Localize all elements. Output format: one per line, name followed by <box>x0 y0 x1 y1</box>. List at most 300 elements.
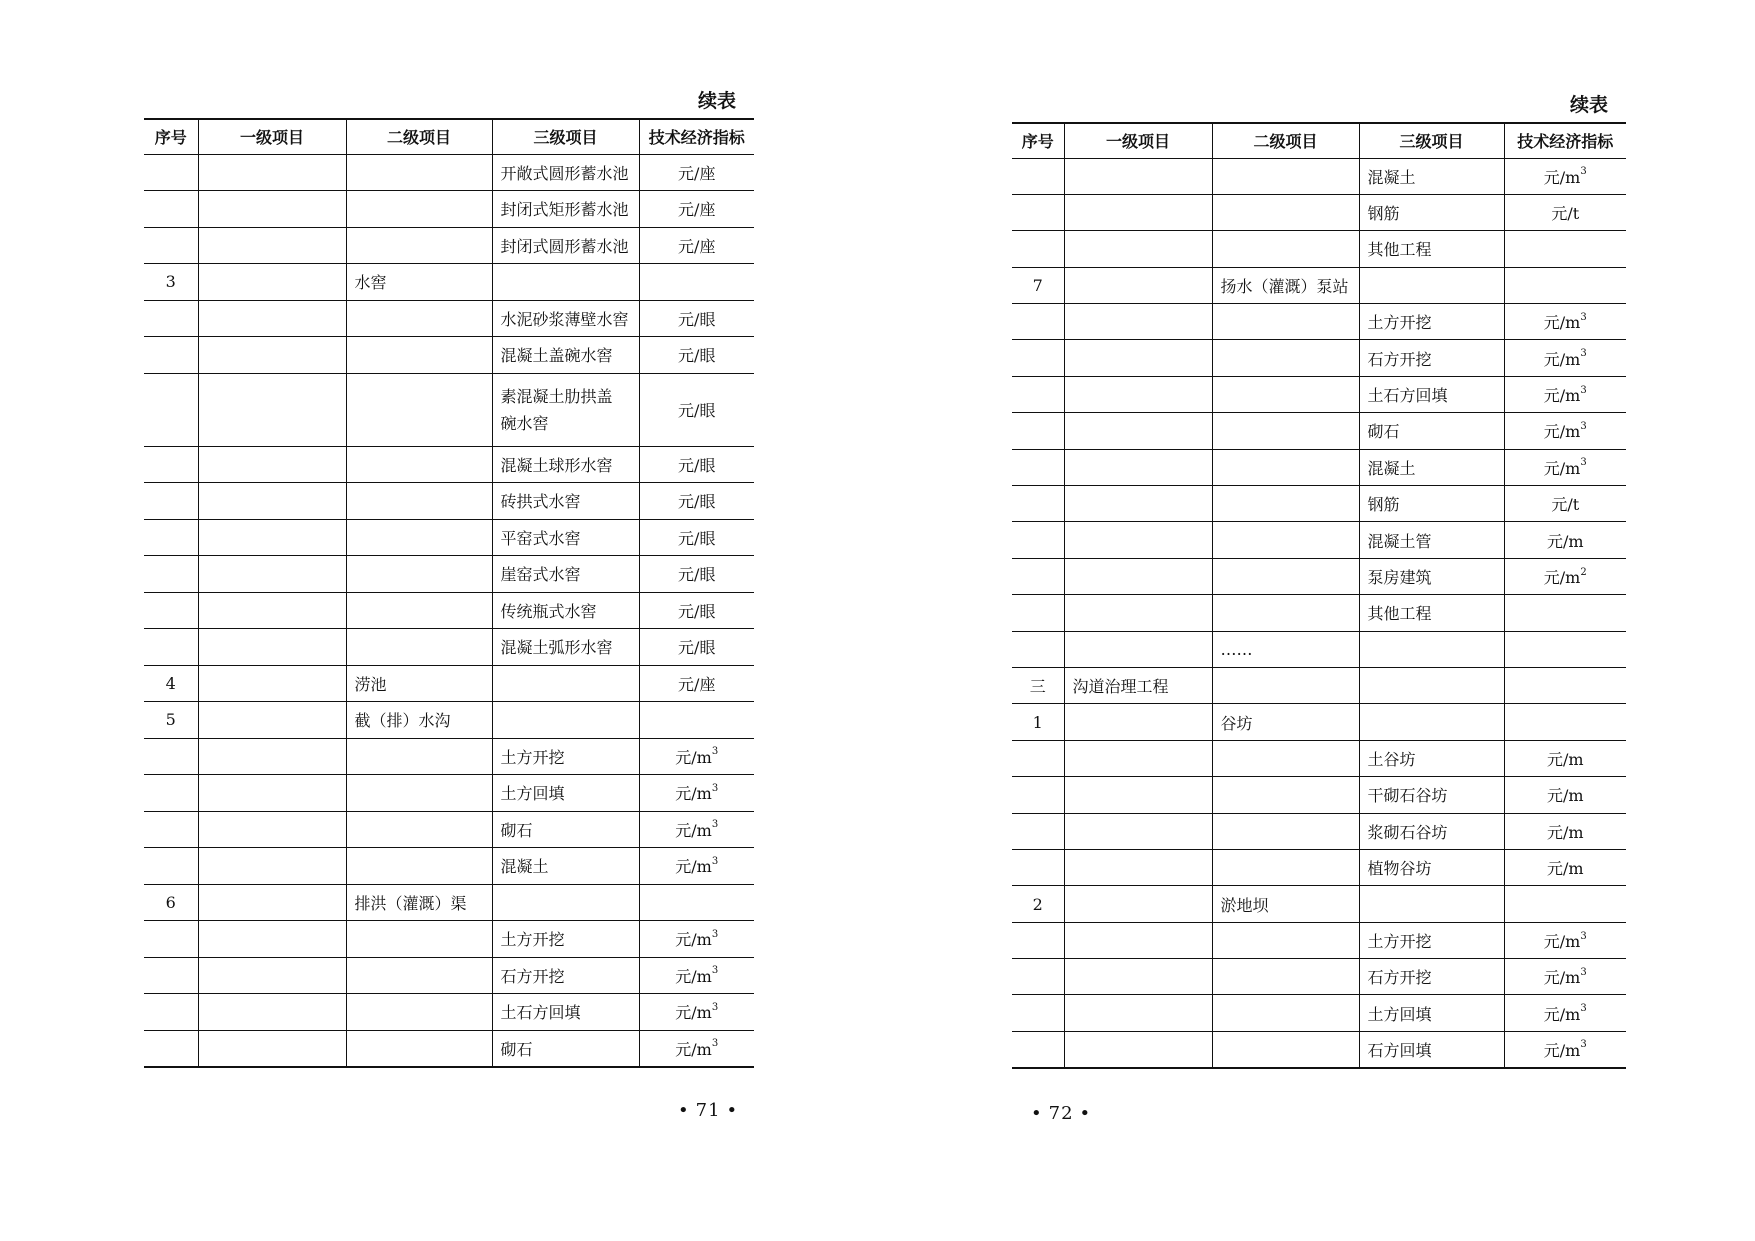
cell-level2-item <box>1212 231 1359 267</box>
cell-level3-item <box>1359 194 1504 230</box>
page-72 <box>1012 92 1626 1069</box>
header-level2-item: 二级项目 <box>1212 123 1359 158</box>
table-row <box>144 811 754 848</box>
cell-level1-item <box>1064 449 1212 485</box>
cell-tech-econ-index-text: 元/眼 <box>678 346 716 366</box>
cell-serial-no <box>144 446 198 483</box>
table-row <box>1012 740 1626 776</box>
table-row <box>144 702 754 739</box>
cell-level1-item <box>198 373 346 446</box>
cell-level3-item <box>492 483 639 520</box>
cell-tech-econ-index <box>1504 704 1626 740</box>
header-serial-no: 序号 <box>144 119 198 154</box>
cell-level2-item <box>346 775 492 812</box>
table-row <box>1012 449 1626 485</box>
cell-tech-econ-index <box>1504 959 1626 995</box>
cell-level2-item <box>1212 158 1359 194</box>
cell-tech-econ-index <box>639 994 754 1031</box>
cell-tech-econ-index <box>1504 1031 1626 1067</box>
cell-level3-item-text: 开敞式圆形蓄水池 <box>500 163 629 183</box>
unit-exponent: 3 <box>1580 348 1587 360</box>
cell-tech-econ-index-text: 元/m <box>675 966 712 986</box>
cell-tech-econ-index-text: 元/m <box>1543 386 1581 406</box>
cell-level2-item <box>1212 995 1359 1031</box>
table-row <box>144 337 754 374</box>
unit-exponent: 3 <box>1580 1039 1587 1051</box>
cell-level3-item <box>492 848 639 885</box>
table-row <box>144 957 754 994</box>
unit-exponent: 3 <box>1580 311 1587 323</box>
unit-exponent: 3 <box>711 819 719 831</box>
cell-level1-item <box>198 191 346 228</box>
cell-serial-no-text: 三 <box>1029 677 1046 697</box>
cell-level2-item-text: 淤地坝 <box>1220 895 1269 915</box>
cell-tech-econ-index-text: 元/m <box>1543 968 1581 988</box>
cell-level3-item-text: 水泥砂浆薄壁水窖 <box>500 309 629 329</box>
table-row <box>144 848 754 885</box>
table-row <box>144 483 754 520</box>
cell-tech-econ-index <box>1504 667 1626 703</box>
table-row <box>1012 194 1626 230</box>
cell-level3-item-text: 混凝土球形水窖 <box>500 455 613 475</box>
cell-serial-no <box>144 337 198 374</box>
cell-level3-item <box>1359 522 1504 558</box>
cell-tech-econ-index <box>639 957 754 994</box>
cell-level3-item <box>492 1030 639 1067</box>
cell-serial-no <box>1012 922 1064 958</box>
cell-level1-item <box>1064 740 1212 776</box>
cell-level3-item <box>492 738 639 775</box>
cell-tech-econ-index <box>639 738 754 775</box>
unit-exponent: 3 <box>711 782 719 794</box>
cell-level3-item <box>1359 886 1504 922</box>
unit-exponent: 3 <box>1580 421 1587 433</box>
cell-level3-item <box>1359 1031 1504 1067</box>
cell-level3-item-text: 植物谷坊 <box>1367 859 1432 879</box>
cell-serial-no-text: 7 <box>1032 275 1043 295</box>
header-serial-no: 序号 <box>1012 123 1064 158</box>
cell-serial-no <box>1012 376 1064 412</box>
cell-serial-no <box>144 921 198 958</box>
cell-level3-item <box>492 300 639 337</box>
cell-level3-item <box>1359 304 1504 340</box>
cell-level2-item <box>1212 413 1359 449</box>
cell-serial-no <box>1012 995 1064 1031</box>
unit-exponent: 3 <box>1580 166 1587 178</box>
table-row <box>1012 813 1626 849</box>
cell-serial-no <box>144 1030 198 1067</box>
cell-level3-item-text: 混凝土盖碗水窖 <box>500 346 613 366</box>
cell-tech-econ-index-text: 元/眼 <box>678 401 716 420</box>
cell-tech-econ-index-text: 元/m <box>675 784 712 804</box>
table-row <box>144 921 754 958</box>
cell-level2-item <box>346 665 492 702</box>
cell-tech-econ-index-text: 元/m <box>675 857 712 877</box>
header-level2-item: 二级项目 <box>346 119 492 154</box>
cell-level3-item <box>492 665 639 702</box>
cell-level3-item <box>1359 667 1504 703</box>
cell-level1-item <box>198 994 346 1031</box>
cell-tech-econ-index <box>1504 304 1626 340</box>
cell-level2-item <box>1212 959 1359 995</box>
cell-tech-econ-index <box>1504 777 1626 813</box>
unit-exponent: 3 <box>1580 457 1587 469</box>
cell-serial-no <box>144 994 198 1031</box>
cell-tech-econ-index <box>1504 158 1626 194</box>
table-row <box>144 300 754 337</box>
cell-level3-item <box>1359 959 1504 995</box>
unit-exponent: 3 <box>711 1001 719 1013</box>
cell-level3-item <box>492 227 639 264</box>
cell-tech-econ-index <box>639 337 754 374</box>
cell-tech-econ-index <box>639 519 754 556</box>
cell-level2-item <box>1212 631 1359 667</box>
unit-exponent: 3 <box>1580 1003 1587 1015</box>
cell-tech-econ-index-text: 元/m <box>675 747 712 767</box>
cell-level2-item <box>1212 595 1359 631</box>
cell-level2-item <box>1212 667 1359 703</box>
cell-serial-no <box>1012 449 1064 485</box>
cell-level3-item-text: 混凝土弧形水窖 <box>500 638 613 658</box>
continued-label: 续表 <box>1569 94 1608 116</box>
cell-level3-item <box>1359 486 1504 522</box>
cell-level3-item-text: 砖拱式水窖 <box>500 492 581 512</box>
cell-level3-item-text: 土方开挖 <box>1367 313 1432 333</box>
cell-level2-item <box>346 446 492 483</box>
cell-tech-econ-index <box>639 446 754 483</box>
cell-tech-econ-index <box>1504 631 1626 667</box>
table-row <box>1012 631 1626 667</box>
cell-level3-item-text: 石方开挖 <box>500 966 565 986</box>
cell-level1-item <box>1064 704 1212 740</box>
cell-tech-econ-index <box>639 629 754 666</box>
cell-level1-item <box>1064 376 1212 412</box>
cell-level2-item <box>1212 267 1359 303</box>
cell-tech-econ-index <box>639 665 754 702</box>
cell-serial-no <box>1012 1031 1064 1067</box>
cell-level1-item <box>1064 413 1212 449</box>
cell-serial-no <box>1012 486 1064 522</box>
cell-level3-item-text: 土方回填 <box>1367 1004 1432 1024</box>
cell-level3-item <box>1359 740 1504 776</box>
cell-tech-econ-index-text: 元/座 <box>678 674 716 694</box>
cell-level3-item-text: 石方开挖 <box>1367 968 1432 988</box>
cell-level1-item <box>1064 158 1212 194</box>
table-row <box>1012 595 1626 631</box>
cell-level1-item <box>1064 631 1212 667</box>
cell-level2-item <box>346 483 492 520</box>
cell-tech-econ-index-text: 元/眼 <box>678 565 716 585</box>
cell-serial-no <box>1012 849 1064 885</box>
table-row <box>1012 922 1626 958</box>
table-header-row <box>1012 123 1626 158</box>
table-row <box>1012 304 1626 340</box>
cell-level1-item <box>1064 667 1212 703</box>
cell-tech-econ-index-text: 元/m <box>1543 349 1581 369</box>
table-row <box>144 1030 754 1067</box>
cell-tech-econ-index-text: 元/m <box>1543 458 1581 478</box>
cell-tech-econ-index <box>639 811 754 848</box>
cell-serial-no <box>144 629 198 666</box>
page-71 <box>144 88 754 1068</box>
cell-level3-item-text: 土谷坊 <box>1367 749 1416 769</box>
cell-tech-econ-index-text: 元/眼 <box>678 601 716 621</box>
page-number-value: 71 <box>695 1100 721 1121</box>
cell-level3-item <box>492 702 639 739</box>
cell-level3-item-text: 土石方回填 <box>1367 386 1448 406</box>
cell-tech-econ-index-text: 元/m <box>675 930 712 950</box>
cell-level3-item-text: 封闭式矩形蓄水池 <box>500 200 629 220</box>
header-tech-econ-index: 技术经济指标 <box>639 119 754 154</box>
cell-level2-item <box>346 264 492 301</box>
cell-level3-item-text: 土石方回填 <box>500 1003 581 1023</box>
table-row <box>1012 1031 1626 1067</box>
table-row <box>144 191 754 228</box>
cell-level2-item <box>1212 194 1359 230</box>
table-row <box>1012 231 1626 267</box>
cell-tech-econ-index-text: 元/m <box>1546 786 1584 806</box>
cell-tech-econ-index <box>639 592 754 629</box>
table-row <box>144 665 754 702</box>
cell-level1-item <box>198 884 346 921</box>
cell-serial-no <box>144 519 198 556</box>
cell-tech-econ-index-text: 元/m <box>675 820 712 840</box>
cell-level2-item <box>1212 376 1359 412</box>
cell-tech-econ-index <box>639 848 754 885</box>
table-row <box>144 738 754 775</box>
cell-tech-econ-index-text: 元/m <box>1546 749 1584 769</box>
cell-level3-item-text: 混凝土 <box>1367 458 1416 478</box>
cell-level3-item-text: 平窑式水窖 <box>500 528 581 548</box>
cell-level3-item <box>1359 995 1504 1031</box>
cell-level2-item <box>1212 740 1359 776</box>
cell-level3-item <box>1359 158 1504 194</box>
cell-serial-no <box>1012 595 1064 631</box>
cell-level3-item-text: 砌石 <box>500 1039 533 1059</box>
cell-level3-item <box>1359 777 1504 813</box>
cell-level1-item <box>1064 486 1212 522</box>
table-row <box>144 264 754 301</box>
cell-tech-econ-index-text: 元/m <box>1546 531 1584 551</box>
cell-level2-item <box>346 702 492 739</box>
cell-level1-item <box>198 154 346 191</box>
cell-level1-item <box>1064 886 1212 922</box>
cell-serial-no <box>1012 267 1064 303</box>
cell-serial-no <box>1012 704 1064 740</box>
cell-serial-no <box>1012 194 1064 230</box>
cell-level3-item <box>492 629 639 666</box>
cell-serial-no <box>1012 158 1064 194</box>
cell-serial-no <box>144 738 198 775</box>
cell-level2-item <box>346 592 492 629</box>
cell-level3-item-text: 干砌石谷坊 <box>1367 786 1448 806</box>
table-row <box>1012 704 1626 740</box>
cell-level1-item <box>198 519 346 556</box>
cell-level2-item <box>1212 522 1359 558</box>
cell-tech-econ-index <box>1504 486 1626 522</box>
cell-level3-item <box>492 775 639 812</box>
cell-level3-item <box>492 519 639 556</box>
cell-level2-item <box>346 738 492 775</box>
cell-serial-no <box>144 884 198 921</box>
cell-serial-no <box>144 300 198 337</box>
cell-tech-econ-index <box>639 921 754 958</box>
cell-level2-item <box>1212 1031 1359 1067</box>
cell-level3-item-text: 其他工程 <box>1367 240 1432 260</box>
cell-level1-item <box>198 337 346 374</box>
cell-serial-no <box>1012 740 1064 776</box>
cell-tech-econ-index <box>1504 995 1626 1031</box>
cell-level3-item-text: 土方开挖 <box>500 930 565 950</box>
cell-tech-econ-index <box>639 154 754 191</box>
cell-tech-econ-index-text: 元/m <box>675 1003 712 1023</box>
cell-tech-econ-index <box>639 884 754 921</box>
cell-level1-item <box>198 264 346 301</box>
cell-level1-item <box>198 848 346 885</box>
cell-tech-econ-index <box>639 702 754 739</box>
unit-exponent: 3 <box>1580 384 1587 396</box>
table-row <box>144 556 754 593</box>
cell-level2-item <box>346 884 492 921</box>
cell-level2-item <box>346 556 492 593</box>
cell-level1-item <box>1064 849 1212 885</box>
table-row <box>1012 777 1626 813</box>
cell-level3-item-text: 钢筋 <box>1367 495 1400 515</box>
cell-tech-econ-index <box>1504 740 1626 776</box>
cell-level3-item <box>492 811 639 848</box>
unit-exponent: 3 <box>711 855 719 867</box>
cell-level1-item <box>198 300 346 337</box>
cell-serial-no <box>144 483 198 520</box>
cell-tech-econ-index <box>639 775 754 812</box>
cell-level2-item-text: 截（排）水沟 <box>354 711 451 731</box>
cell-tech-econ-index <box>1504 376 1626 412</box>
cell-level3-item <box>492 921 639 958</box>
cell-level1-item <box>1064 522 1212 558</box>
cell-level3-item-text: 石方开挖 <box>1367 349 1432 369</box>
cell-tech-econ-index-text: 元/t <box>1551 495 1580 515</box>
cell-level3-item <box>1359 595 1504 631</box>
cell-tech-econ-index-text: 元/眼 <box>678 528 716 548</box>
cell-level2-item <box>346 994 492 1031</box>
cell-serial-no <box>144 227 198 264</box>
cell-level3-item <box>1359 849 1504 885</box>
cell-tech-econ-index <box>639 227 754 264</box>
cell-level3-item <box>492 154 639 191</box>
table-row <box>1012 340 1626 376</box>
cell-tech-econ-index-text: 元/眼 <box>678 492 716 512</box>
cell-level1-item <box>198 483 346 520</box>
cell-level2-item <box>346 921 492 958</box>
cell-level3-item <box>492 884 639 921</box>
cell-serial-no-text: 2 <box>1032 894 1043 914</box>
cell-tech-econ-index <box>639 483 754 520</box>
table-row <box>144 775 754 812</box>
cell-level1-item <box>198 702 346 739</box>
cell-serial-no <box>144 154 198 191</box>
table-row <box>144 629 754 666</box>
cell-tech-econ-index-text: 元/m <box>1543 567 1581 587</box>
cell-level3-item <box>492 556 639 593</box>
cell-level1-item <box>198 957 346 994</box>
cell-level3-item <box>1359 267 1504 303</box>
cell-level1-item <box>1064 813 1212 849</box>
cell-tech-econ-index <box>639 264 754 301</box>
cell-tech-econ-index-text: 元/t <box>1551 204 1580 224</box>
cell-level3-item-text: 混凝土管 <box>1367 531 1432 551</box>
cell-level1-item <box>198 592 346 629</box>
cell-level2-item <box>1212 849 1359 885</box>
cell-level1-item <box>1064 995 1212 1031</box>
cell-level2-item <box>346 629 492 666</box>
cell-serial-no-text: 3 <box>165 272 176 292</box>
cell-level3-item-text: 素混凝土肋拱盖碗水窖 <box>500 386 613 433</box>
cell-level2-item-text: 谷坊 <box>1220 713 1253 733</box>
cell-serial-no <box>144 592 198 629</box>
cell-tech-econ-index-text: 元/座 <box>678 236 716 256</box>
header-level3-item: 三级项目 <box>492 119 639 154</box>
unit-exponent: 3 <box>711 928 719 940</box>
cell-serial-no <box>1012 667 1064 703</box>
cell-level2-item <box>346 519 492 556</box>
cell-level3-item-text: 其他工程 <box>1367 604 1432 624</box>
cell-level1-item <box>1064 959 1212 995</box>
cell-level2-item <box>346 373 492 446</box>
cell-level1-item <box>198 629 346 666</box>
cell-level2-item <box>346 1030 492 1067</box>
cell-tech-econ-index <box>1504 558 1626 594</box>
cell-serial-no <box>144 811 198 848</box>
cell-level3-item-text: 钢筋 <box>1367 204 1400 224</box>
cell-level3-item <box>1359 413 1504 449</box>
unit-exponent: 3 <box>711 965 719 977</box>
cell-level3-item-text: 崖窑式水窖 <box>500 565 581 585</box>
table-row <box>1012 267 1626 303</box>
cell-level2-item <box>1212 449 1359 485</box>
cell-serial-no <box>144 702 198 739</box>
cell-tech-econ-index-text: 元/m <box>1543 167 1581 187</box>
cell-level2-item-text: 涝池 <box>354 674 387 694</box>
cell-tech-econ-index <box>639 191 754 228</box>
cell-serial-no <box>144 191 198 228</box>
unit-exponent: 2 <box>1580 566 1587 578</box>
cell-level1-item <box>198 811 346 848</box>
table-row <box>144 373 754 446</box>
cell-level3-item-text: 土方开挖 <box>500 747 565 767</box>
cell-level3-item <box>1359 922 1504 958</box>
cell-level3-item <box>1359 376 1504 412</box>
cell-level2-item <box>1212 777 1359 813</box>
cell-level2-item <box>346 848 492 885</box>
cell-tech-econ-index <box>1504 886 1626 922</box>
cell-level1-item <box>1064 1031 1212 1067</box>
cell-tech-econ-index-text: 元/眼 <box>678 309 716 329</box>
table-row <box>1012 667 1626 703</box>
cell-level3-item <box>1359 558 1504 594</box>
cell-serial-no-text: 6 <box>165 892 176 912</box>
cell-level1-item <box>198 921 346 958</box>
cell-level1-item <box>1064 231 1212 267</box>
cell-serial-no-text: 1 <box>1032 712 1043 732</box>
cell-level1-item <box>1064 304 1212 340</box>
unit-exponent: 3 <box>711 1038 719 1050</box>
table-row <box>144 994 754 1031</box>
cell-serial-no <box>144 264 198 301</box>
cell-level1-item <box>198 446 346 483</box>
cell-tech-econ-index <box>1504 449 1626 485</box>
table-row <box>1012 486 1626 522</box>
cell-level1-item <box>198 1030 346 1067</box>
